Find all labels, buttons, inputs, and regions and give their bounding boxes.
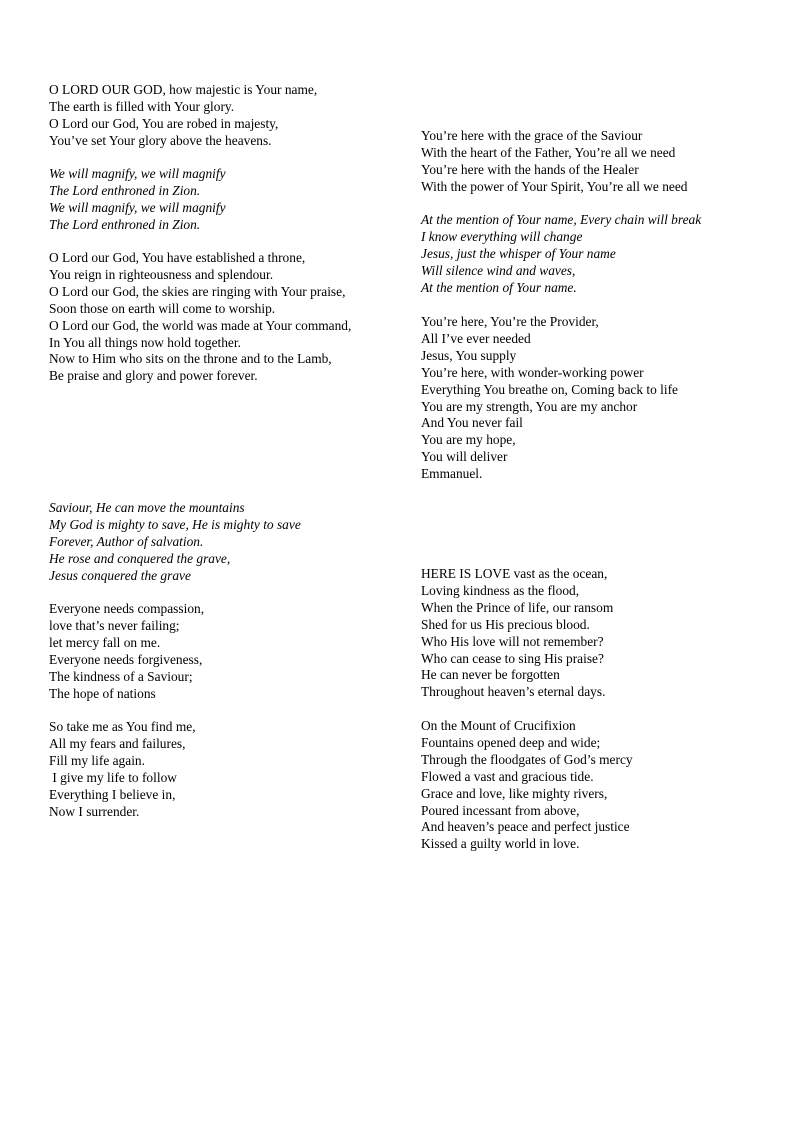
lyric-line: You reign in righteousness and splendour. (49, 266, 274, 282)
lyric-line: You are my strength, You are my anchor (421, 398, 638, 414)
lyric-line: You will deliver (421, 449, 508, 465)
stanza-we-will-magnify (49, 166, 226, 234)
lyric-line: We will magnify, we will magnify (49, 166, 226, 181)
lyric-line: He can never be forgotten (421, 667, 560, 683)
lyric-line: I know everything will change (421, 228, 583, 244)
lyric-line: My God is mighty to save, He is mighty to save (49, 516, 301, 532)
stanza-take-me-as-you-find-me (49, 719, 196, 820)
lyric-line: Forever, Author of salvation. (49, 533, 204, 549)
lyric-line: Fill my life again. (49, 752, 145, 768)
lyric-line: The Lord enthroned in Zion. (49, 216, 201, 232)
lyric-line: Be praise and glory and power forever. (49, 368, 258, 384)
lyric-line: O Lord our God, You are robed in majesty, (49, 115, 279, 131)
lyric-line: Who can cease to sing His praise? (421, 650, 604, 666)
lyric-line: Kissed a guilty world in love. (421, 836, 580, 852)
lyric-line: The Lord enthroned in Zion. (49, 182, 201, 198)
lyric-line: Grace and love, like mighty rivers, (421, 785, 608, 801)
lyric-line: On the Mount of Crucifixion (421, 718, 576, 733)
lyric-line: O Lord our God, the world was made at Your command, (49, 317, 352, 333)
lyric-line: With the power of Your Spirit, You’re all we need (421, 178, 688, 194)
stanza-mount-of-crucifixion (421, 718, 633, 853)
lyric-line: love that’s never failing; (49, 617, 180, 633)
lyric-line: You’re here with the grace of the Saviour (421, 128, 643, 143)
lyric-line: With the heart of the Father, You’re all we need (421, 144, 676, 160)
stanza-o-lord-our-god (49, 82, 317, 150)
lyric-line: At the mention of Your name. (421, 279, 577, 295)
lyric-line: Jesus conquered the grave (49, 567, 191, 583)
lyric-line: Now I surrender. (49, 803, 140, 819)
lyric-line: The hope of nations (49, 685, 156, 701)
lyric-line: And You never fail (421, 415, 523, 431)
lyric-line: At the mention of Your name, Every chain will break (421, 212, 702, 227)
stanza-at-the-mention (421, 212, 701, 297)
stanza-youre-here (421, 128, 688, 196)
lyric-line: Who His love will not remember? (421, 633, 604, 649)
lyric-line: I give my life to follow (49, 769, 177, 785)
lyric-line: You’re here with the hands of the Healer (421, 161, 639, 177)
stanza-mighty-to-save (49, 500, 301, 585)
lyric-line: HERE IS LOVE vast as the ocean, (421, 566, 608, 581)
lyric-line: Jesus, just the whisper of Your name (421, 245, 616, 261)
lyric-line: O LORD OUR GOD, how majestic is Your name, (49, 82, 318, 97)
lyric-line: Everyone needs forgiveness, (49, 651, 203, 667)
lyric-line: O Lord our God, the skies are ringing with Your praise, (49, 283, 346, 299)
lyric-line: The earth is filled with Your glory. (49, 98, 235, 114)
lyric-line: Everything I believe in, (49, 786, 176, 802)
lyric-line: You’re here, with wonder-working power (421, 364, 644, 380)
stanza-established-throne (49, 250, 361, 385)
lyric-line: Soon those on earth will come to worship. (49, 300, 276, 316)
lyric-line: In You all things now hold together. (49, 334, 241, 350)
lyric-line: Jesus, You supply (421, 347, 517, 363)
lyric-line: He rose and conquered the grave, (49, 550, 231, 566)
lyric-line: Throughout heaven’s eternal days. (421, 684, 606, 700)
lyric-line: O Lord our God, You have established a throne, (49, 250, 306, 265)
lyric-line: You are my hope, (421, 432, 516, 448)
lyric-line: Poured incessant from above, (421, 802, 580, 818)
lyric-line: Flowed a vast and gracious tide. (421, 768, 594, 784)
stanza-here-is-love (421, 566, 613, 701)
lyric-line: let mercy fall on me. (49, 634, 161, 650)
lyric-line: Shed for us His precious blood. (421, 616, 590, 632)
lyric-line: Will silence wind and waves, (421, 262, 576, 278)
lyric-line: Saviour, He can move the mountains (49, 500, 245, 515)
lyric-line: And heaven’s peace and perfect justice (421, 819, 630, 835)
stanza-the-provider (421, 314, 678, 483)
stanza-everyone-needs-compassion (49, 601, 204, 702)
lyric-line: We will magnify, we will magnify (49, 199, 226, 215)
lyric-line: So take me as You find me, (49, 719, 196, 734)
lyric-line: The kindness of a Saviour; (49, 668, 193, 684)
lyric-line: You’re here, You’re the Provider, (421, 314, 599, 329)
lyric-line: Everyone needs compassion, (49, 601, 205, 616)
lyric-line: All I’ve ever needed (421, 330, 531, 346)
lyric-line: Through the floodgates of God’s mercy (421, 751, 633, 767)
lyric-line: Fountains opened deep and wide; (421, 734, 601, 750)
lyric-line: When the Prince of life, our ransom (421, 599, 614, 615)
lyric-line: Loving kindness as the flood, (421, 582, 580, 598)
lyric-line: You’ve set Your glory above the heavens. (49, 132, 272, 148)
lyric-line: All my fears and failures, (49, 735, 186, 751)
lyric-line: Emmanuel. (421, 466, 483, 482)
lyric-line: Now to Him who sits on the throne and to the Lamb, (49, 351, 332, 367)
lyric-line: Everything You breathe on, Coming back to life (421, 381, 678, 397)
